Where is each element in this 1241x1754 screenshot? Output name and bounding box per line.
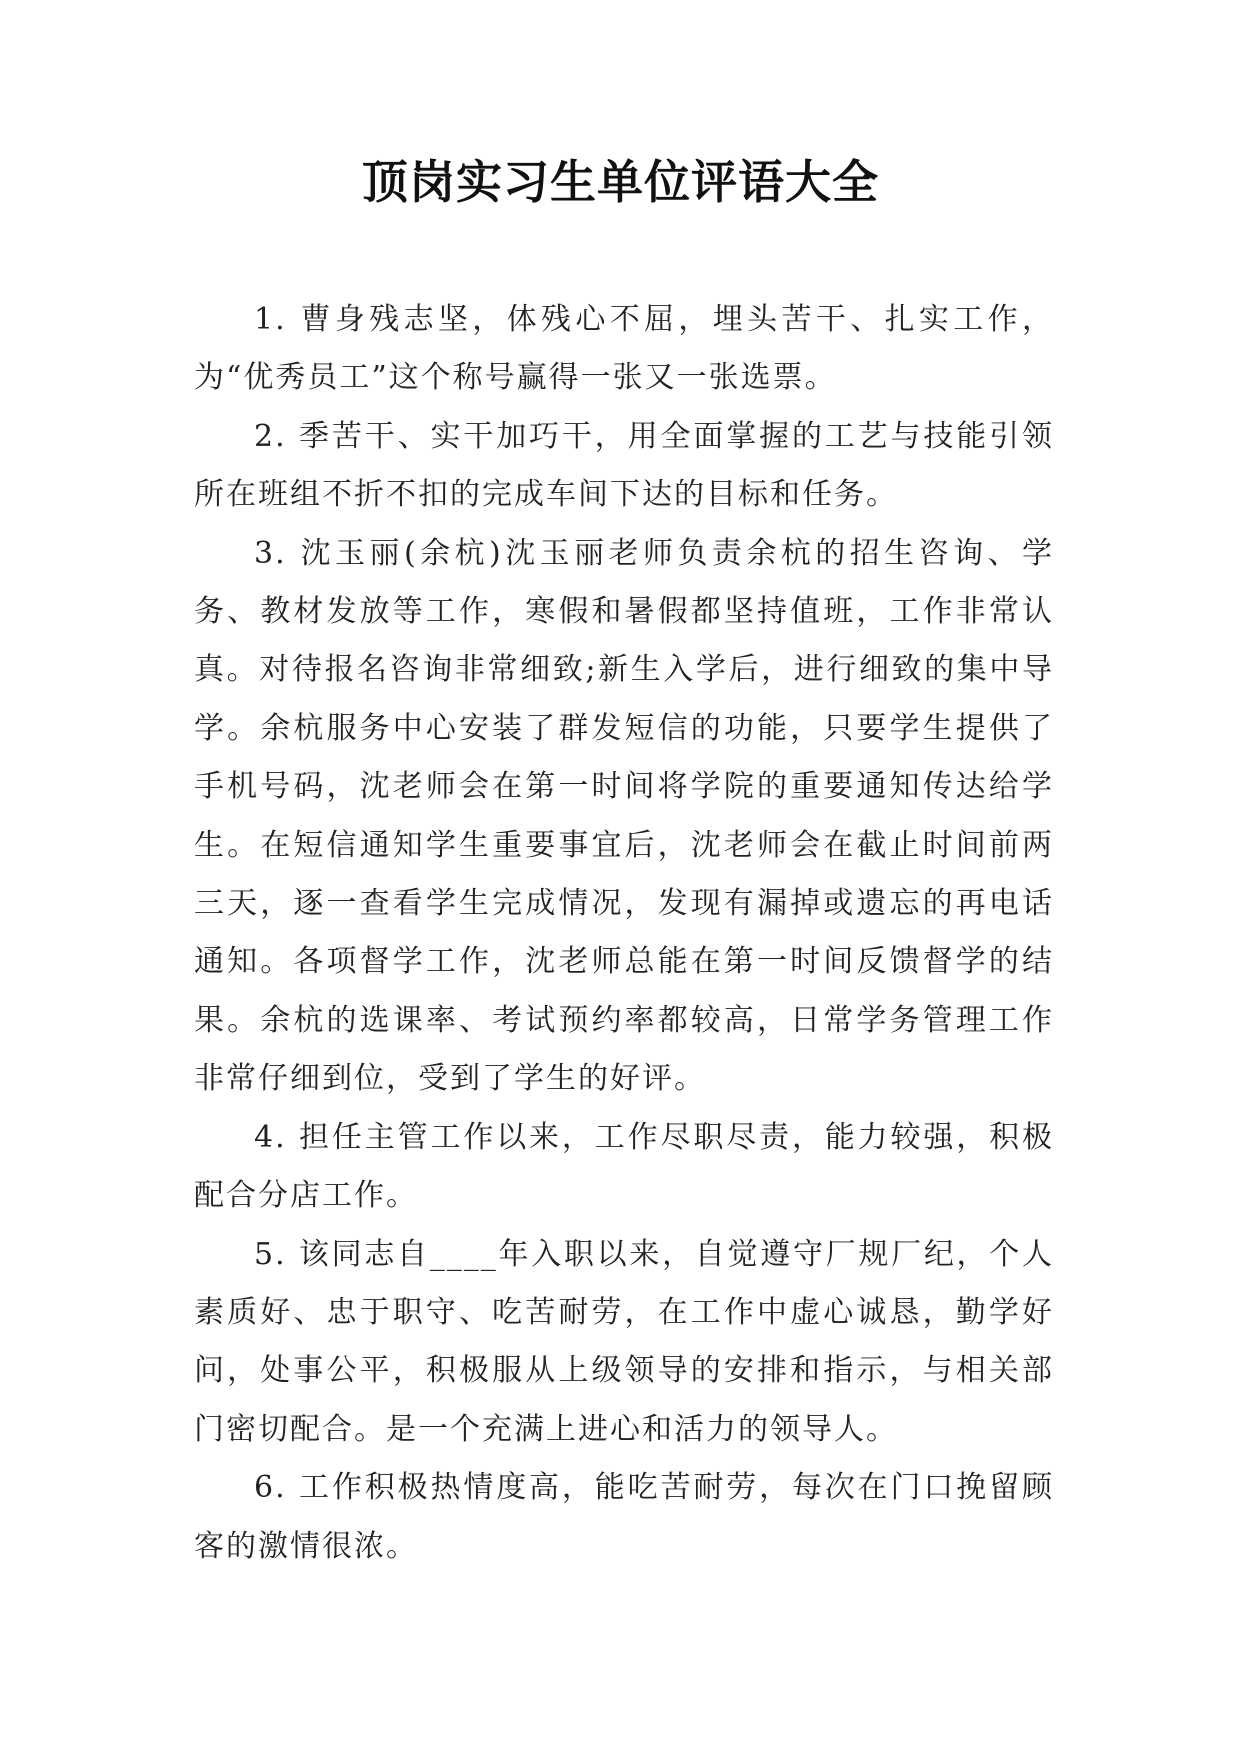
- document-body: [194, 291, 1054, 1576]
- document-title: 顶岗实习生单位评语大全: [362, 155, 879, 209]
- paragraph-4: 4. 担任主管工作以来，工作尽职尽责，能力较强，积极配合分店工作。: [194, 1119, 1054, 1214]
- paragraph-5: 5. 该同志自____年入职以来，自觉遵守厂规厂纪，个人素质好、忠于职守、吃苦耐劳，在工作中虚心诚恳，勤学好问，处事公平，积极服从上级领导的安排和指示，与相关部门密切配合。是一个充满上进心和活力的领导人。: [194, 1236, 1054, 1447]
- paragraph-3: 3. 沈玉丽(余杭)沈玉丽老师负责余杭的招生咨询、学务、教材发放等工作，寒假和暑假都坚持值班，工作非常认真。对待报名咨询非常细致;新生入学后，进行细致的集中导学。余杭服务中心安装了群发短信的功能，只要学生提供了手机号码，沈老师会在第一时间将学院的重要通知传达给学生。在短信通知学生重要事宜后，沈老师会在截止时间前两三天，逐一查看学生完成情况，发现有漏掉或遗忘的再电话通知。各项督学工作，沈老师总能在第一时间反馈督学的结果。余杭的选课率、考试预约率都较高，日常学务管理工作非常仔细到位，受到了学生的好评。: [194, 535, 1054, 1097]
- paragraph-1: 1. 曹身残志坚，体残心不屈，埋头苦干、扎实工作，为“优秀员工”这个称号赢得一张又一张选票。: [194, 302, 1054, 396]
- paragraph-6: 6. 工作积极热情度高，能吃苦耐劳，每次在门口挽留顾客的激情很浓。: [194, 1470, 1054, 1564]
- paragraph-2: 2. 季苦干、实干加巧干，用全面掌握的工艺与技能引领所在班组不折不扣的完成车间下达的目标和任务。: [194, 418, 1054, 513]
